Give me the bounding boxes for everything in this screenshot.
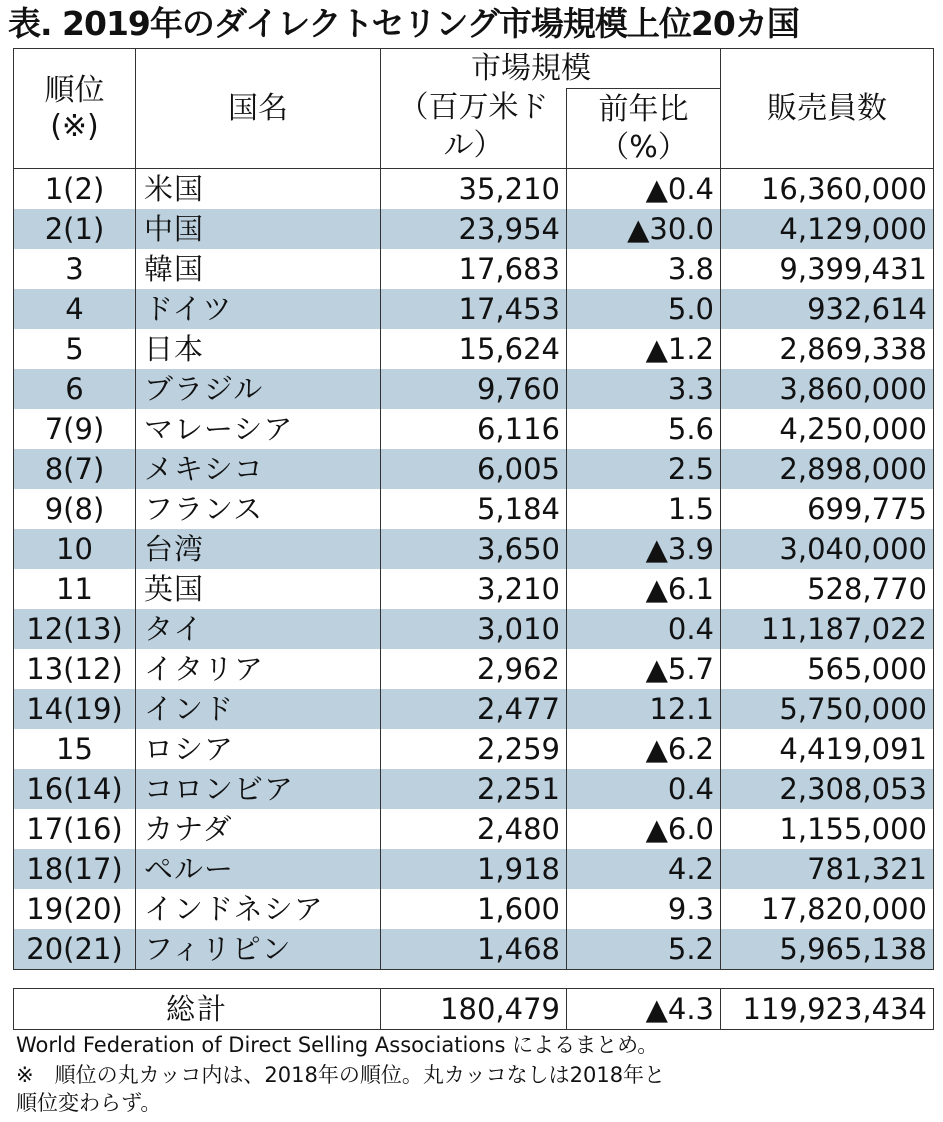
market-size-cell: 2,477 (381, 689, 567, 729)
rank-cell: 9(8) (14, 489, 136, 529)
table-row (14, 609, 934, 649)
market-size-cell: 9,760 (381, 369, 567, 409)
market-size-cell: 3,650 (381, 529, 567, 569)
table-row (14, 689, 934, 729)
total-market: 180,479 (381, 989, 567, 1030)
rank-cell: 13(12) (14, 649, 136, 689)
market-size-cell: 23,954 (381, 209, 567, 249)
yoy-cell: ▲30.0 (567, 209, 721, 249)
rank-cell: 3 (14, 249, 136, 289)
table-row (14, 729, 934, 769)
rank-cell: 6 (14, 369, 136, 409)
sellers-cell: 4,129,000 (721, 209, 934, 249)
market-size-cell: 17,683 (381, 249, 567, 289)
table-row (14, 849, 934, 889)
country-cell: コロンビア (136, 769, 381, 809)
country-cell: カナダ (136, 809, 381, 849)
rank-cell: 8(7) (14, 449, 136, 489)
rank-cell: 18(17) (14, 849, 136, 889)
rank-header-line1: 順位 (44, 72, 105, 108)
table-row (14, 329, 934, 369)
yoy-cell: ▲0.4 (567, 169, 721, 210)
table-title: 表. 2019年のダイレクトセリング市場規模上位20カ国 (8, 4, 799, 43)
country-cell: マレーシア (136, 409, 381, 449)
rank-cell: 10 (14, 529, 136, 569)
table-row (14, 409, 934, 449)
total-row (14, 989, 934, 1030)
sellers-cell: 3,040,000 (721, 529, 934, 569)
rank-cell: 20(21) (14, 929, 136, 970)
yoy-cell: 5.6 (567, 409, 721, 449)
country-cell: 日本 (136, 329, 381, 369)
sellers-cell: 9,399,431 (721, 249, 934, 289)
country-header: 国名 (136, 49, 381, 169)
sellers-header: 販売員数 (721, 49, 934, 169)
yoy-cell: 1.5 (567, 489, 721, 529)
source-note: World Federation of Direct Selling Associations によるまとめ。 (16, 1033, 659, 1057)
market-size-cell: 2,251 (381, 769, 567, 809)
sellers-cell: 5,965,138 (721, 929, 934, 970)
yoy-cell: 9.3 (567, 889, 721, 929)
market-size-cell: 6,005 (381, 449, 567, 489)
country-cell: 英国 (136, 569, 381, 609)
rank-cell: 5 (14, 329, 136, 369)
table-row (14, 529, 934, 569)
country-cell: 台湾 (136, 529, 381, 569)
total-yoy: ▲4.3 (567, 989, 721, 1030)
sellers-cell: 11,187,022 (721, 609, 934, 649)
total-label: 総計 (165, 992, 228, 1026)
sellers-cell: 4,419,091 (721, 729, 934, 769)
yoy-cell: 5.0 (567, 289, 721, 329)
table-row (14, 649, 934, 689)
market-size-header: 市場規模 (381, 49, 721, 89)
sellers-cell: 3,860,000 (721, 369, 934, 409)
yoy-cell: 2.5 (567, 449, 721, 489)
country-cell: ブラジル (136, 369, 381, 409)
market-size-cell: 3,010 (381, 609, 567, 649)
sellers-cell: 4,250,000 (721, 409, 934, 449)
country-cell: ロシア (136, 729, 381, 769)
sellers-cell: 528,770 (721, 569, 934, 609)
rank-cell: 7(9) (14, 409, 136, 449)
yoy-cell: ▲5.7 (567, 649, 721, 689)
table-row (14, 769, 934, 809)
yoy-cell: 0.4 (567, 609, 721, 649)
table-row (14, 369, 934, 409)
rank-cell: 12(13) (14, 609, 136, 649)
yoy-cell: 3.8 (567, 249, 721, 289)
market-size-cell: 1,468 (381, 929, 567, 970)
sellers-cell: 565,000 (721, 649, 934, 689)
sellers-cell: 932,614 (721, 289, 934, 329)
rank-cell: 2(1) (14, 209, 136, 249)
market-size-cell: 3,210 (381, 569, 567, 609)
table-row (14, 929, 934, 970)
market-size-cell: 1,918 (381, 849, 567, 889)
market-size-cell: 1,600 (381, 889, 567, 929)
sellers-cell: 5,750,000 (721, 689, 934, 729)
yoy-header-line1: 前年比 (598, 91, 689, 127)
yoy-cell: ▲6.1 (567, 569, 721, 609)
rank-header (14, 49, 136, 169)
total-table (13, 988, 934, 1030)
table-row (14, 569, 934, 609)
market-size-cell: 15,624 (381, 329, 567, 369)
sellers-cell: 2,869,338 (721, 329, 934, 369)
table-row (14, 809, 934, 849)
country-cell: インド (136, 689, 381, 729)
rank-cell: 11 (14, 569, 136, 609)
market-unit-line1: （百万米ド (398, 89, 549, 125)
table-row (14, 449, 934, 489)
yoy-cell: 0.4 (567, 769, 721, 809)
country-cell: ペルー (136, 849, 381, 889)
country-cell: 中国 (136, 209, 381, 249)
yoy-cell: ▲3.9 (567, 529, 721, 569)
market-size-cell: 35,210 (381, 169, 567, 210)
market-table (13, 48, 934, 970)
sellers-cell: 2,308,053 (721, 769, 934, 809)
sellers-cell: 17,820,000 (721, 889, 934, 929)
sellers-cell: 699,775 (721, 489, 934, 529)
sellers-cell: 16,360,000 (721, 169, 934, 210)
rank-cell: 14(19) (14, 689, 136, 729)
country-cell: インドネシア (136, 889, 381, 929)
country-cell: 韓国 (136, 249, 381, 289)
table-row (14, 209, 934, 249)
country-cell: メキシコ (136, 449, 381, 489)
footnote-line1: ※ 順位の丸カッコ内は、2018年の順位。丸カッコなしは2018年と (16, 1063, 666, 1087)
yoy-cell: 4.2 (567, 849, 721, 889)
market-unit-line2: ル） (443, 127, 504, 163)
country-cell: イタリア (136, 649, 381, 689)
yoy-cell: 3.3 (567, 369, 721, 409)
table-row (14, 249, 934, 289)
country-cell: タイ (136, 609, 381, 649)
rank-cell: 1(2) (14, 169, 136, 210)
country-cell: フランス (136, 489, 381, 529)
rank-cell: 17(16) (14, 809, 136, 849)
table-row (14, 289, 934, 329)
total-sellers: 119,923,434 (721, 989, 934, 1030)
yoy-cell: 5.2 (567, 929, 721, 970)
market-size-cell: 2,962 (381, 649, 567, 689)
market-size-cell: 2,480 (381, 809, 567, 849)
country-cell: フィリピン (136, 929, 381, 970)
sellers-cell: 781,321 (721, 849, 934, 889)
country-cell: ドイツ (136, 289, 381, 329)
rank-header-line2: (※) (50, 108, 99, 144)
rank-cell: 15 (14, 729, 136, 769)
table-row (14, 169, 934, 210)
market-unit-header (381, 89, 567, 169)
yoy-header (567, 89, 721, 169)
yoy-cell: 12.1 (567, 689, 721, 729)
sellers-cell: 1,155,000 (721, 809, 934, 849)
market-size-cell: 17,453 (381, 289, 567, 329)
yoy-cell: ▲6.0 (567, 809, 721, 849)
yoy-cell: ▲1.2 (567, 329, 721, 369)
sellers-cell: 2,898,000 (721, 449, 934, 489)
rank-cell: 19(20) (14, 889, 136, 929)
rank-cell: 4 (14, 289, 136, 329)
table-row (14, 889, 934, 929)
market-size-cell: 2,259 (381, 729, 567, 769)
market-size-cell: 5,184 (381, 489, 567, 529)
table-row (14, 489, 934, 529)
yoy-header-line2: （%） (599, 129, 688, 165)
rank-cell: 16(14) (14, 769, 136, 809)
yoy-cell: ▲6.2 (567, 729, 721, 769)
footnote-line2: 順位変わらず。 (16, 1091, 162, 1115)
market-size-cell: 6,116 (381, 409, 567, 449)
country-cell: 米国 (136, 169, 381, 210)
